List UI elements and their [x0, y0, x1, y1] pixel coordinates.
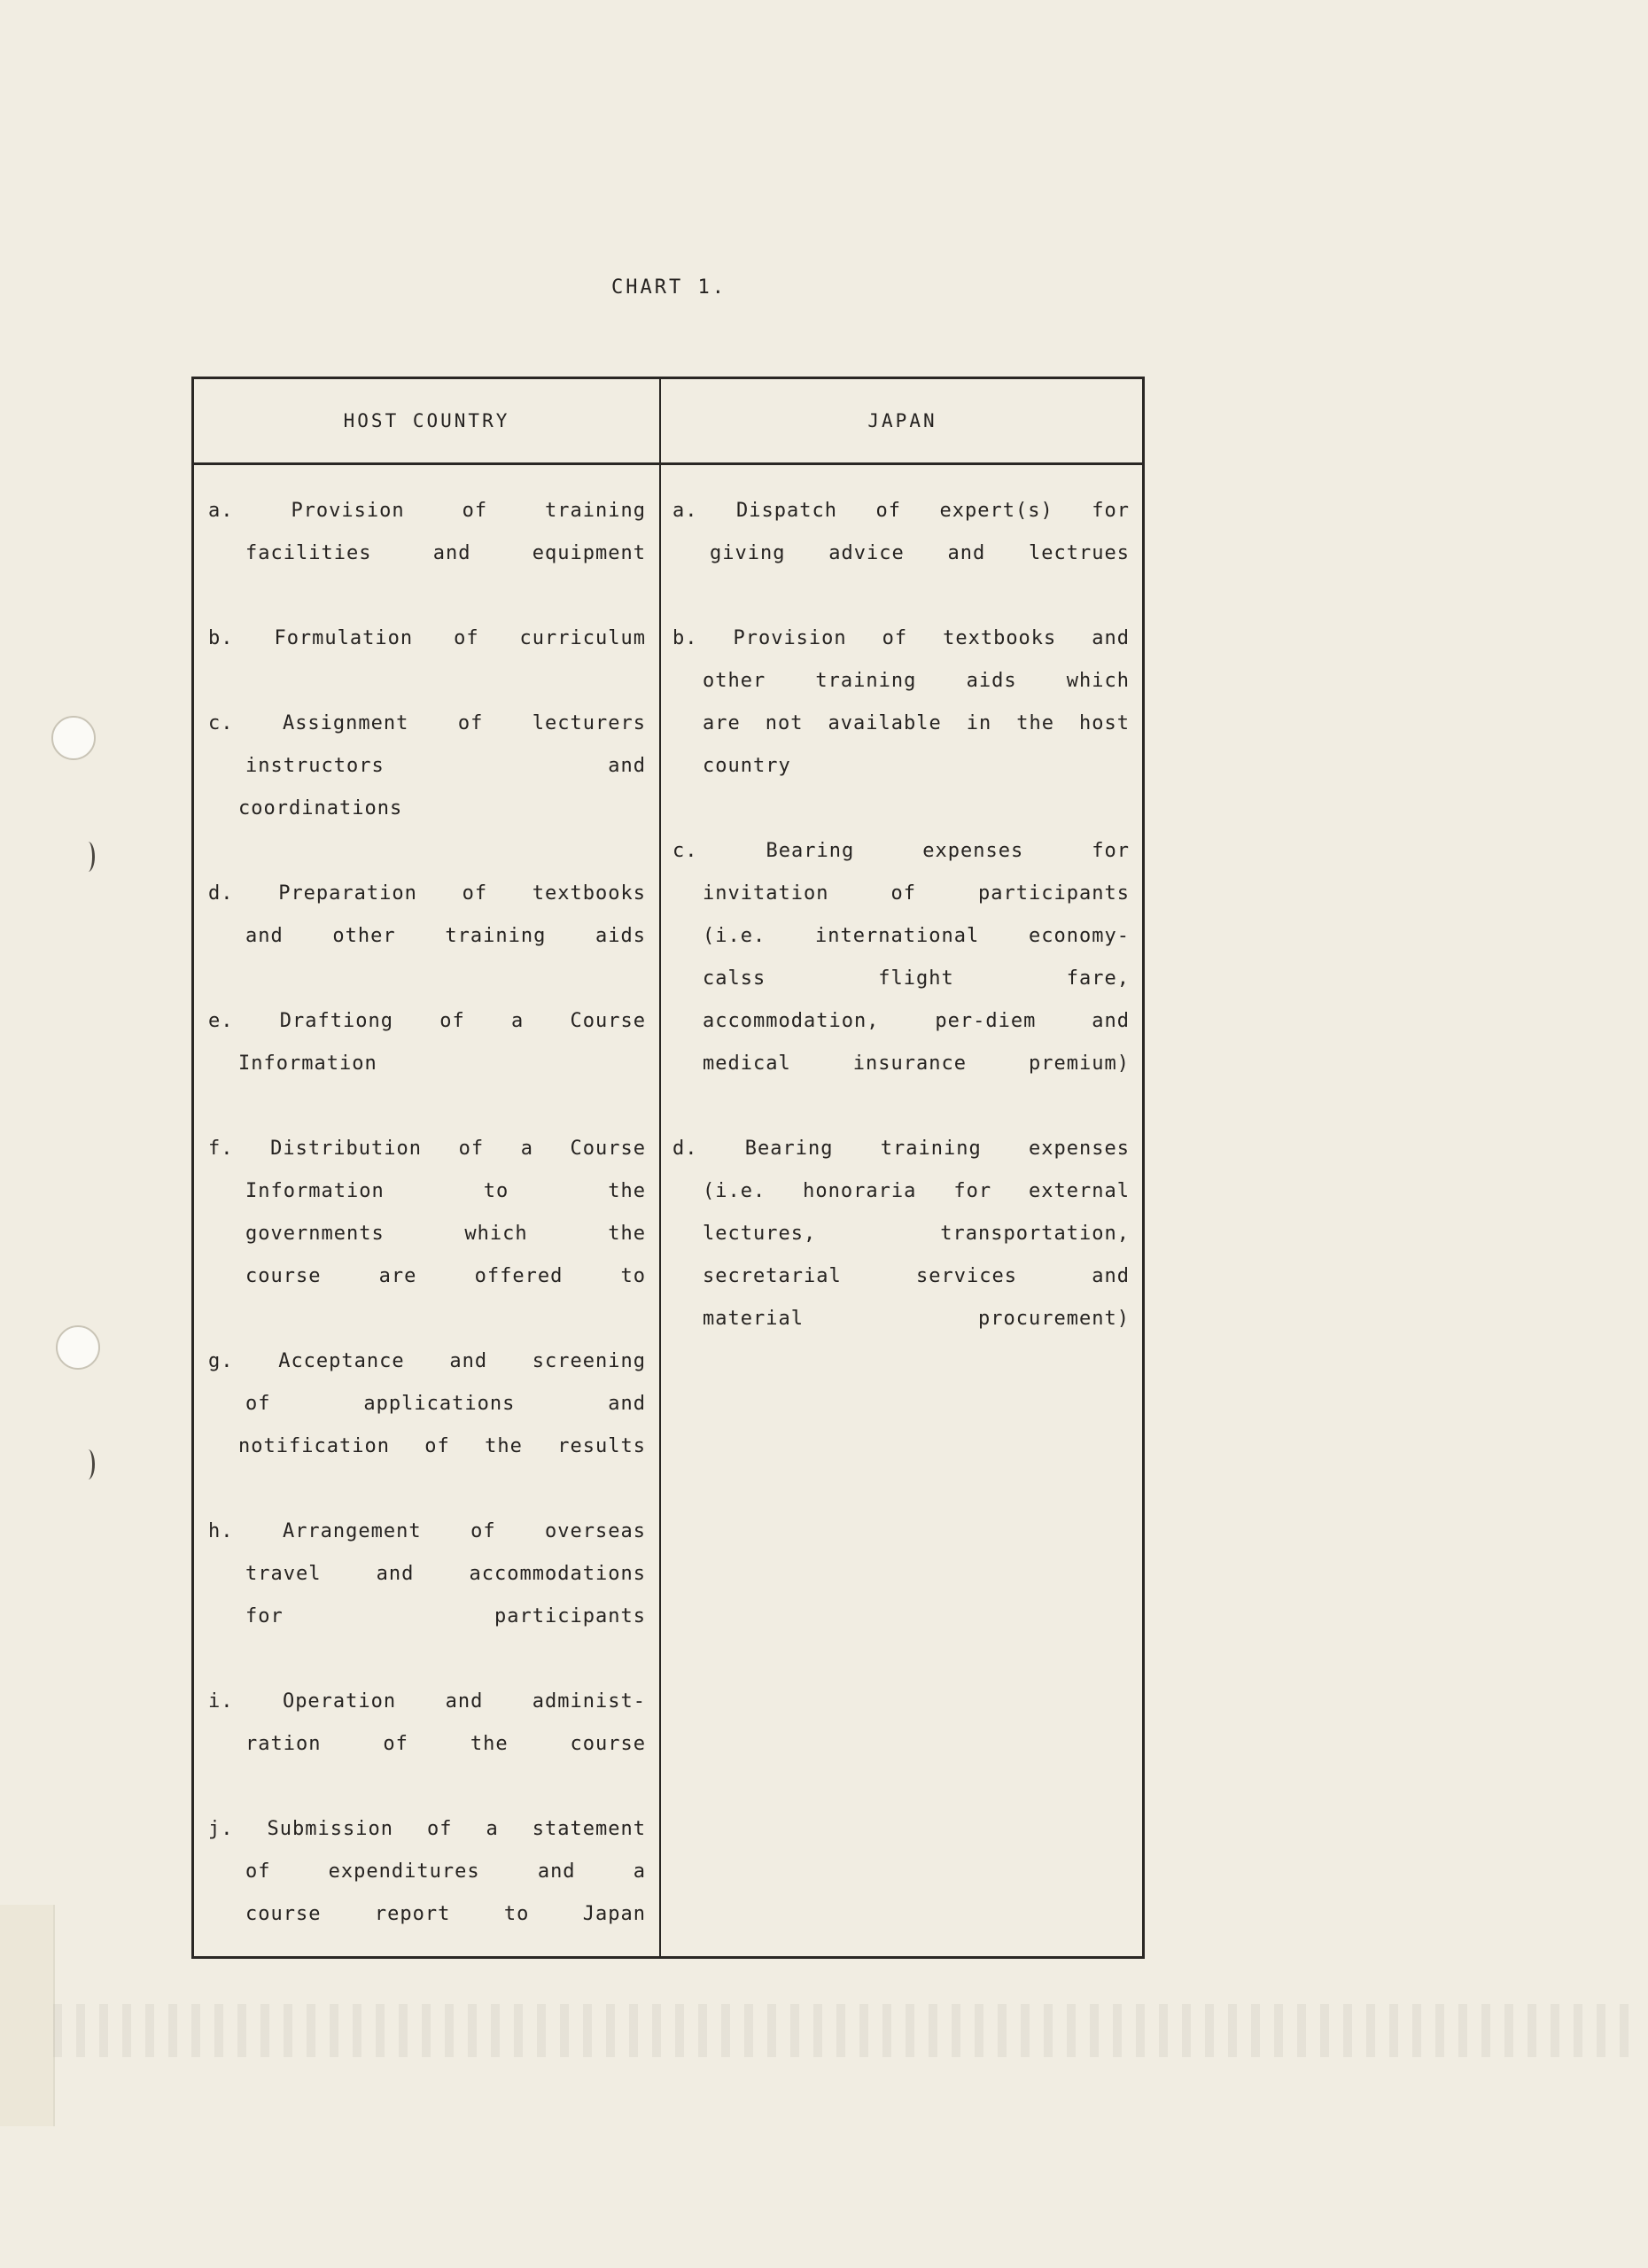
binder-mark	[82, 842, 95, 872]
host-country-item-c	[208, 703, 646, 830]
item-line: b. Provision of textbooks and	[672, 627, 1130, 649]
japan-item-a	[672, 490, 1130, 575]
item-line: j. Submission of a statement	[208, 1818, 646, 1840]
item-line: other training aids which	[703, 670, 1130, 692]
item-line: calss flight fare,	[703, 967, 1130, 990]
item-line: e. Draftiong of a Course	[208, 1010, 646, 1032]
item-line: a. Dispatch of expert(s) for	[672, 500, 1130, 522]
back-sheet-edge	[0, 1905, 55, 2126]
item-line: d. Bearing training expenses	[672, 1138, 1130, 1160]
item-line: invitation of participants	[703, 882, 1130, 905]
item-line: instructors and	[245, 755, 646, 777]
item-line: of expenditures and a	[245, 1860, 646, 1883]
item-line: course are offered to	[245, 1265, 646, 1287]
item-line: notification of the results	[238, 1435, 646, 1457]
item-line: for participants	[245, 1605, 646, 1627]
item-line: of applications and	[245, 1393, 646, 1415]
item-line: (i.e. honoraria for external	[703, 1180, 1130, 1202]
column-header-japan: JAPAN	[867, 410, 937, 431]
item-line: a. Provision of training	[208, 500, 646, 522]
item-line: and other training aids	[245, 925, 646, 947]
item-line: (i.e. international economy-	[703, 925, 1130, 947]
punch-hole	[56, 1325, 100, 1370]
item-line: medical insurance premium)	[703, 1052, 1130, 1075]
item-line: giving advice and lectrues	[710, 542, 1130, 564]
japan-item-d	[672, 1128, 1130, 1340]
host-country-item-e	[208, 1000, 646, 1085]
host-country-column	[208, 490, 646, 1978]
binder-mark	[82, 1449, 95, 1480]
chart-title: CHART 1.	[611, 276, 727, 299]
host-country-item-d	[208, 873, 646, 958]
japan-column	[672, 490, 1130, 1383]
item-line: c. Bearing expenses for	[672, 840, 1130, 862]
responsibility-table	[191, 377, 1145, 1959]
item-line: accommodation, per-diem and	[703, 1010, 1130, 1032]
item-line: i. Operation and administ-	[208, 1690, 646, 1713]
japan-item-c	[672, 830, 1130, 1085]
item-line: Information	[238, 1052, 377, 1075]
host-country-item-h	[208, 1511, 646, 1638]
host-country-item-f	[208, 1128, 646, 1298]
item-line: travel and accommodations	[245, 1563, 646, 1585]
item-line: ration of the course	[245, 1733, 646, 1755]
host-country-item-a	[208, 490, 646, 575]
item-line: h. Arrangement of overseas	[208, 1520, 646, 1542]
header-rule	[194, 462, 1142, 465]
item-line: lectures, transportation,	[703, 1223, 1130, 1245]
item-line: f. Distribution of a Course	[208, 1138, 646, 1160]
japan-item-b	[672, 617, 1130, 788]
item-line: are not available in the host	[703, 712, 1130, 734]
item-line: Information to the	[245, 1180, 646, 1202]
item-line: facilities and equipment	[245, 542, 646, 564]
column-divider	[659, 379, 661, 1956]
column-header-host-country: HOST COUNTRY	[343, 410, 510, 431]
item-line: secretarial services and	[703, 1265, 1130, 1287]
host-country-item-j	[208, 1808, 646, 1936]
item-line: material procurement)	[703, 1308, 1130, 1330]
item-line: b. Formulation of curriculum	[208, 627, 646, 649]
host-country-item-b	[208, 617, 646, 660]
host-country-item-g	[208, 1340, 646, 1468]
item-line: governments which the	[245, 1223, 646, 1245]
item-line: country	[703, 755, 791, 777]
item-line: c. Assignment of lecturers	[208, 712, 646, 734]
host-country-item-i	[208, 1681, 646, 1766]
item-line: d. Preparation of textbooks	[208, 882, 646, 905]
item-line: coordinations	[238, 797, 403, 819]
perforation-strip	[53, 2004, 1630, 2057]
item-line: course report to Japan	[245, 1903, 646, 1925]
item-line: g. Acceptance and screening	[208, 1350, 646, 1372]
punch-hole	[51, 716, 96, 760]
